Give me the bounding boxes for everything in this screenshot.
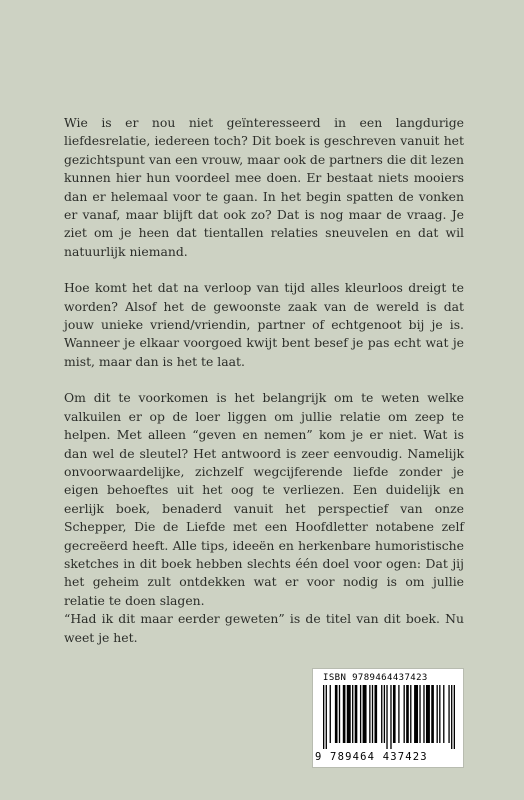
- barcode-bar: [443, 685, 444, 743]
- barcode-bar: [448, 685, 449, 743]
- barcode-bar: [406, 685, 409, 743]
- barcode-bar: [390, 685, 391, 749]
- barcode-bar: [439, 685, 440, 743]
- barcode-bar: [352, 685, 353, 743]
- barcode-bar: [372, 685, 373, 743]
- barcode-bar: [393, 685, 396, 743]
- blurb-closing-line: “Had ik dit maar eerder geweten” is de titel van dit boek. Nu weet je het.: [64, 611, 464, 645]
- barcode-bar: [398, 685, 399, 743]
- barcode-bar: [386, 685, 387, 749]
- barcode-bar: [330, 685, 331, 743]
- barcode-bar: [426, 685, 430, 743]
- blurb-paragraph-2: Hoe komt het dat na verloop van tijd alles kleurloos dreigt te worden? Alsof het de gewoonste zaak van de wereld is dat jouw unieke vriend/vriendin, partner of echtgenoot bij je is. Wanneer je elkaar voorgoed kwijt bent besef je pas echt wat je mist, maar dan is het te laat.: [64, 280, 464, 369]
- barcode-bar: [437, 685, 438, 743]
- barcode-bar: [323, 685, 324, 749]
- barcode-bar: [343, 685, 346, 743]
- barcode-bar: [419, 685, 420, 743]
- barcode-bar: [347, 685, 351, 743]
- blurb-paragraph-1: Wie is er nou niet geïnteresseerd in een langdurige liefdesrelatie, iedereen toch? Dit boek is geschreven vanuit het gezichtspunt van een vrouw, maar ook de partners die dit lezen kunnen hier hun voordeel mee doen. Er bestaat niets mooiers dan er helemaal voor te gaan. In het begin spatten de vonken er vanaf, maar blijft dat ook zo? Dat is nog maar de vraag. Je ziet om je heen dat tientallen relaties sneuvelen en dat wil natuurlijk niemand.: [64, 115, 464, 259]
- blurb-paragraph-3: [64, 389, 464, 647]
- barcode-bars: [323, 685, 455, 749]
- blurb-paragraph-3-text: Om dit te voorkomen is het belangrijk om te weten welke valkuilen er op de loer liggen om jullie relatie om zeep te helpen. Met alleen “geven en nemen” kom je er niet. Wat is dan wel de sleutel? Het antwoord is zeer eenvoudig. Namelijk onvoorwaardelijke, zichzelf wegcijferende liefde zonder je eigen behoeftes uit het oog te verliezen. Een duidelijk en eerlijk boek, benaderd vanuit het perspectief van onze Schepper, Die de Liefde met een Hoofdletter notabene zelf gecreëerd heeft. Alle tips, ideeën en herkenbare humoristische sketches in dit boek hebben slechts één doel voor ogen: Dat jij het geheim zult ontdekken wat er voor nodig is om jullie relatie te doen slagen.: [64, 390, 464, 608]
- barcode-bar: [454, 685, 455, 749]
- barcode-bar: [451, 685, 452, 749]
- barcode-bar: [431, 685, 434, 743]
- barcode-bar: [381, 685, 382, 743]
- barcode-bar: [363, 685, 367, 743]
- barcode-bar: [404, 685, 405, 743]
- barcode-bar: [339, 685, 340, 743]
- barcode-digits: 9 789464 437423: [315, 751, 428, 763]
- isbn-barcode: [312, 668, 464, 768]
- barcode-bar: [414, 685, 418, 743]
- barcode-bar: [360, 685, 361, 743]
- barcode-bar: [374, 685, 377, 743]
- back-cover-blurb: [64, 114, 464, 647]
- barcode-bar: [384, 685, 385, 743]
- barcode-bar: [326, 685, 327, 749]
- isbn-label: ISBN 9789464437423: [323, 673, 428, 683]
- barcode-bar: [369, 685, 370, 743]
- barcode-bar: [423, 685, 424, 743]
- barcode-bar: [355, 685, 358, 743]
- barcode-bar: [335, 685, 338, 743]
- barcode-bar: [410, 685, 411, 743]
